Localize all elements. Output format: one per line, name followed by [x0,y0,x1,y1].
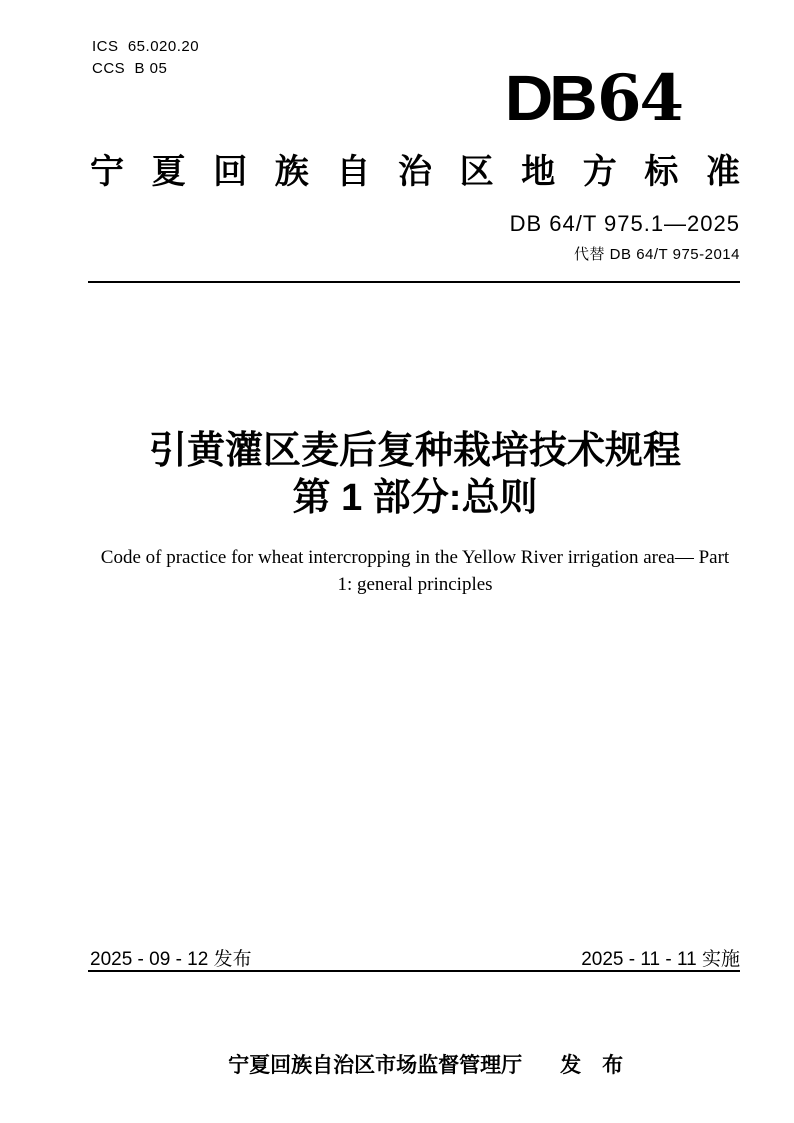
ics-code: ICS 65.020.20 [92,38,200,55]
publisher-name: 宁夏回族自治区市场监督管理厅 [228,1054,523,1077]
standard-number: DB 64/T 975.1—2025 [509,211,740,236]
db64-logo-64-text: 64 [596,61,682,136]
title-cn-line-2: 第 1 部分:总则 [292,477,538,519]
title-en-line-2: 1: general principles [337,574,493,595]
publisher-line [88,1025,740,1103]
top-divider [88,281,740,283]
db64-logo [504,61,683,136]
title-cn-line-1: 引黄灌区麦后复种栽培技术规程 [148,430,681,472]
document-title-cn [70,428,760,522]
db64-logo-db-text: DB [504,62,593,134]
implementation-date: 2025 - 11 - 11 实施 [581,949,740,970]
issue-date: 2025 - 09 - 12 发布 [90,949,252,970]
publish-label: 发 布 [560,1054,624,1077]
dates-row [90,944,740,971]
ccs-code: CCS B 05 [92,60,168,77]
standard-category-title: 宁夏回族自治区地方标准 [90,153,740,191]
document-title-en [70,544,760,598]
bottom-divider [88,970,740,972]
replaces-note: 代替 DB 64/T 975-2014 [574,246,740,263]
title-en-line-1: Code of practice for wheat intercropping in the Yellow River irrigation area— Part [100,547,730,568]
